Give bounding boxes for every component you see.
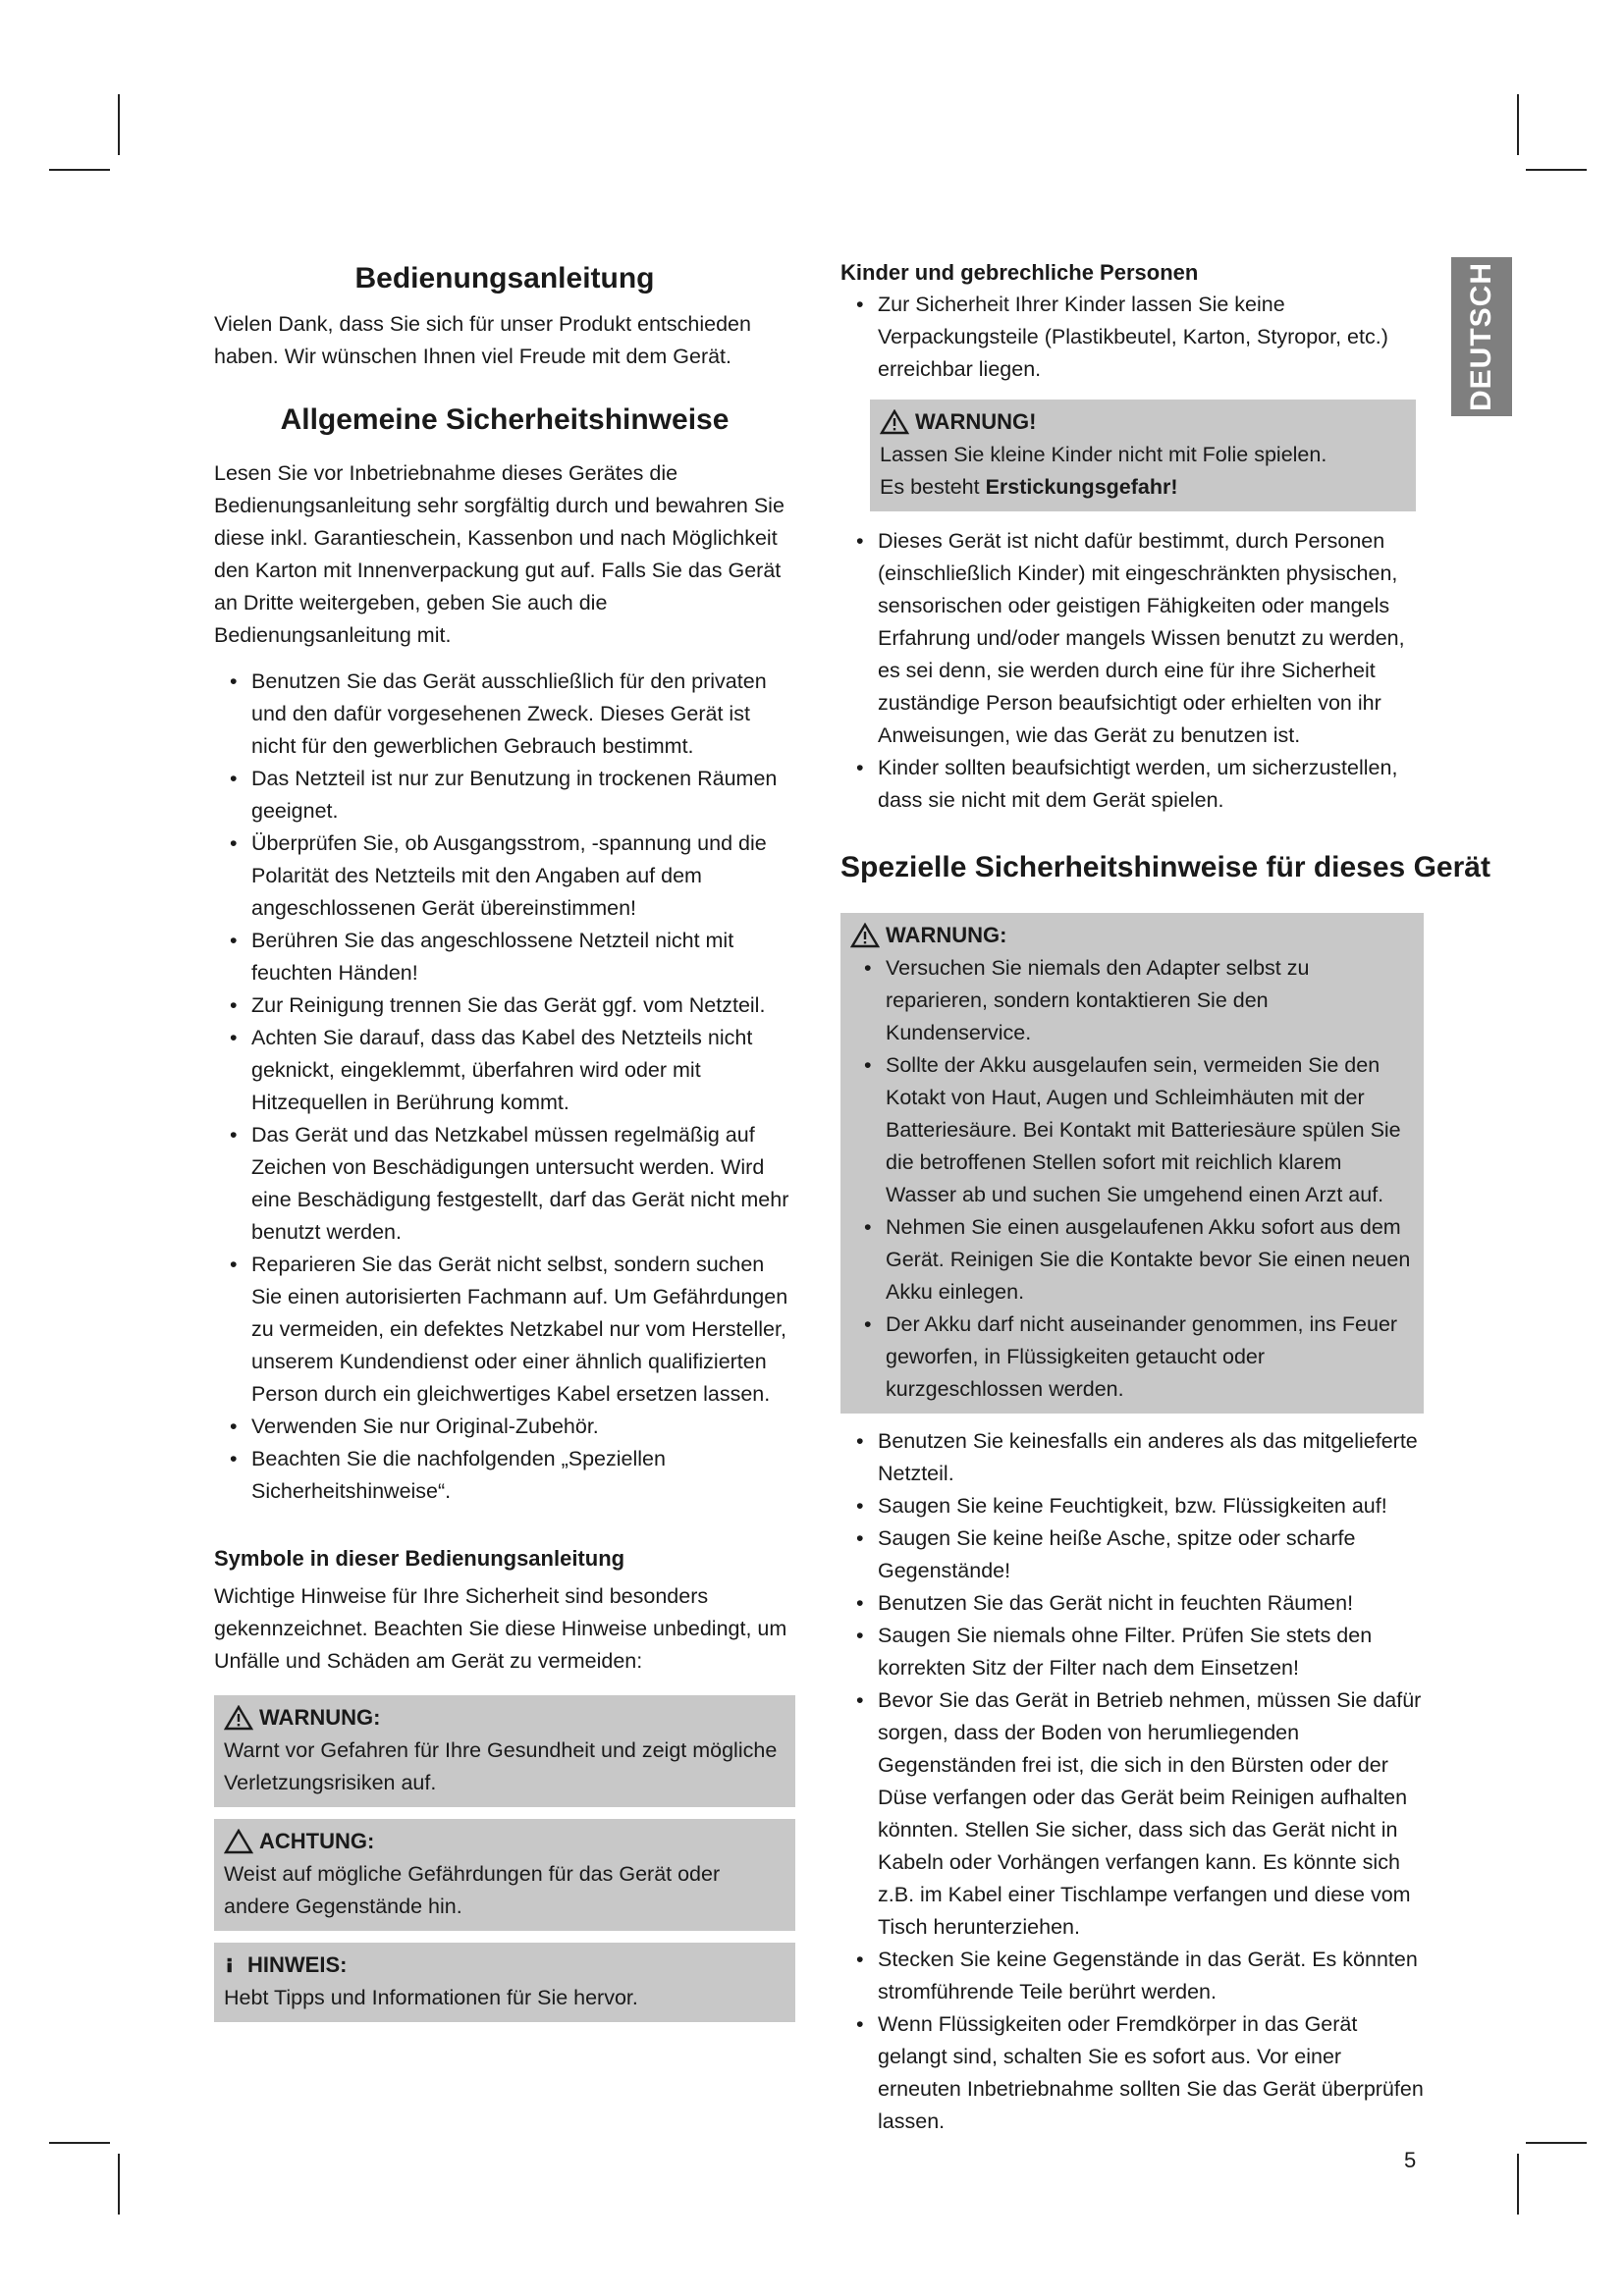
list-item: • Überprüfen Sie, ob Ausgangsstrom, -spannung und die Polarität des Netzteils mit den Angaben auf dem angeschlossenen Gerät übereinstimmen!: [214, 828, 795, 925]
left-column: [214, 257, 795, 2034]
list-item: • Berühren Sie das angeschlossene Netzteil nicht mit feuchten Händen!: [214, 925, 795, 989]
caution-box-title: ACHTUNG:: [259, 1829, 375, 1853]
warning-box-text: Warnt vor Gefahren für Ihre Gesundheit und zeigt mögliche Verletzungsrisiken auf.: [224, 1738, 778, 1794]
note-box-title: HINWEIS:: [247, 1952, 348, 1977]
list-item: • Dieses Gerät ist nicht dafür bestimmt, durch Personen (einschließlich Kinder) mit eingeschränkten physischen, sensorischen oder geistigen Fähigkeiten oder mangels Erfahrung und/oder mangels Wissen benutzt zu werden, es sei denn, sie werden durch eine für ihre Sicherheit zuständige Person beaufsichtigt oder erhielten von ihr Anweisungen, wie das Gerät zu benutzen ist.: [840, 525, 1424, 752]
list-item: • Nehmen Sie einen ausgelaufenen Akku sofort aus dem Gerät. Reinigen Sie die Kontakte bevor Sie einen neuen Akku einlegen.: [850, 1211, 1414, 1308]
children-warning-title: WARNUNG!: [915, 409, 1037, 434]
list-item: • Saugen Sie niemals ohne Filter. Prüfen Sie stets den korrekten Sitz der Filter nach dem Einsetzen!: [840, 1620, 1424, 1684]
list-item: • Kinder sollten beaufsichtigt werden, um sicherzustellen, dass sie nicht mit dem Gerät spielen.: [840, 752, 1424, 817]
warning-triangle-icon: [224, 1705, 253, 1731]
special-title: Spezielle Sicherheitshinweise für dieses Gerät: [840, 851, 1490, 883]
crop-mark: [1517, 94, 1519, 155]
children-warning-box: [870, 400, 1416, 511]
special-list: [840, 1425, 1424, 2138]
list-item: • Reparieren Sie das Gerät nicht selbst, sondern suchen Sie einen autorisierten Fachmann auf. Um Gefährdungen zu vermeiden, ein defektes Netzkabel nur vom Hersteller, unserem Kundendienst oder einer ähnlich qualifizierten Person durch ein gleichwertiges Kabel ersetzen lassen.: [214, 1249, 795, 1411]
caution-box: [214, 1819, 795, 1931]
crop-mark: [49, 2142, 110, 2144]
list-item: • Wenn Flüssigkeiten oder Fremdkörper in das Gerät gelangt sind, schalten Sie es sofort aus. Vor einer erneuten Inbetriebnahme sollten Sie das Gerät überprüfen lassen.: [840, 2008, 1424, 2138]
list-item: • Bevor Sie das Gerät in Betrieb nehmen, müssen Sie dafür sorgen, dass der Boden von herumliegenden Gegenständen frei ist, die sich in den Bürsten oder der Düse verfangen oder das Gerät beim Reinigen aufhalten könnten. Stellen Sie sicher, dass sich das Gerät nicht in Kabeln oder Vorhängen verfangen kann. Es könnte sich z.B. im Kabel einer Tischlampe verfangen und diese vom Tisch herunterziehen.: [840, 1684, 1424, 1944]
special-warning-list: [850, 952, 1414, 1406]
list-item: • Benutzen Sie das Gerät nicht in feuchten Räumen!: [840, 1587, 1424, 1620]
safety-list: [214, 666, 795, 1508]
list-item: • Achten Sie darauf, dass das Kabel des Netzteils nicht geknickt, eingeklemmt, überfahren wird oder mit Hitzequellen in Berührung kommt.: [214, 1022, 795, 1119]
crop-mark: [1526, 169, 1587, 171]
list-item: • Sollte der Akku ausgelaufen sein, vermeiden Sie den Kotakt von Haut, Augen und Schleimhäuten mit der Batteriesäure. Bei Kontakt mit Batteriesäure spülen Sie die betroffenen Stellen sofort mit reichlich klarem Wasser ab und suchen Sie umgehend einen Arzt auf.: [850, 1049, 1414, 1211]
language-tab-label: DEUTSCH: [1465, 261, 1498, 412]
language-tab: [1451, 257, 1512, 416]
safety-title: Allgemeine Sicherheitshinweise: [280, 403, 730, 436]
manual-title: Bedienungsanleitung: [354, 262, 655, 294]
list-item: • Das Netzteil ist nur zur Benutzung in trockenen Räumen geeignet.: [214, 763, 795, 828]
children-warning-line: Lassen Sie kleine Kinder nicht mit Folie spielen.: [880, 443, 1327, 466]
crop-mark: [118, 94, 120, 155]
crop-mark: [118, 2154, 120, 2215]
list-item: • Beachten Sie die nachfolgenden „Speziellen Sicherheitshinweise“.: [214, 1443, 795, 1508]
children-list-2: [840, 525, 1424, 817]
list-item: • Benutzen Sie keinesfalls ein anderes als das mitgelieferte Netzteil.: [840, 1425, 1424, 1490]
warning-box: [214, 1695, 795, 1807]
safety-intro: Lesen Sie vor Inbetriebnahme dieses Gerätes die Bedienungsanleitung sehr sorgfältig durch und bewahren Sie diese inkl. Garantieschein, Kassenbon und nach Möglichkeit den Karton mit Innenverpackung gut auf. Falls Sie das Gerät an Dritte weitergeben, geben Sie auch die Bedienungsanleitung mit.: [214, 461, 785, 647]
warning-box-title: WARNUNG:: [259, 1705, 381, 1730]
page-number: 5: [1404, 2148, 1417, 2172]
note-box-text: Hebt Tipps und Informationen für Sie hervor.: [224, 1986, 638, 2009]
list-item: • Saugen Sie keine heiße Asche, spitze oder scharfe Gegenstände!: [840, 1522, 1424, 1587]
crop-mark: [1526, 2142, 1587, 2144]
list-item: • Verwenden Sie nur Original-Zubehör.: [214, 1411, 795, 1443]
special-warning-box: [840, 913, 1424, 1414]
special-warning-title: WARNUNG:: [886, 923, 1007, 947]
list-item: • Stecken Sie keine Gegenstände in das Gerät. Es könnten stromführende Teile berührt werden.: [840, 1944, 1424, 2008]
list-item: • Zur Reinigung trennen Sie das Gerät ggf. vom Netzteil.: [214, 989, 795, 1022]
note-box: [214, 1943, 795, 2022]
list-item: • Zur Sicherheit Ihrer Kinder lassen Sie keine Verpackungsteile (Plastikbeutel, Karton, Styropor, etc.) erreichbar liegen.: [840, 289, 1424, 386]
list-item: • Der Akku darf nicht auseinander genommen, ins Feuer geworfen, in Flüssigkeiten getaucht oder kurzgeschlossen werden.: [850, 1308, 1414, 1406]
list-item: • Das Gerät und das Netzkabel müssen regelmäßig auf Zeichen von Beschädigungen untersucht werden. Wird eine Beschädigung festgestellt, darf das Gerät nicht mehr benutzt werden.: [214, 1119, 795, 1249]
children-title: Kinder und gebrechliche Personen: [840, 260, 1199, 285]
warning-triangle-icon: [880, 409, 909, 435]
symbols-title: Symbole in dieser Bedienungsanleitung: [214, 1546, 625, 1571]
info-icon: [224, 1952, 242, 1978]
warning-triangle-icon: [850, 923, 880, 948]
list-item: • Benutzen Sie das Gerät ausschließlich für den privaten und den dafür vorgesehenen Zweck. Dieses Gerät ist nicht für den gewerblichen Gebrauch bestimmt.: [214, 666, 795, 763]
list-item: • Versuchen Sie niemals den Adapter selbst zu reparieren, sondern kontaktieren Sie den Kundenservice.: [850, 952, 1414, 1049]
crop-mark: [1517, 2154, 1519, 2215]
list-item: • Saugen Sie keine Feuchtigkeit, bzw. Flüssigkeiten auf!: [840, 1490, 1424, 1522]
caution-triangle-icon: [224, 1829, 253, 1854]
children-list: [840, 289, 1424, 386]
crop-mark: [49, 169, 110, 171]
children-warning-line2: Es besteht Erstickungsgefahr!: [880, 475, 1178, 499]
caution-box-text: Weist auf mögliche Gefährdungen für das Gerät oder andere Gegenstände hin.: [224, 1862, 721, 1918]
intro-text: Vielen Dank, dass Sie sich für unser Produkt entschieden haben. Wir wünschen Ihnen viel Freude mit dem Gerät.: [214, 312, 751, 368]
symbols-intro: Wichtige Hinweise für Ihre Sicherheit sind besonders gekennzeichnet. Beachten Sie diese Hinweise unbedingt, um Unfälle und Schäden am Gerät zu vermeiden:: [214, 1584, 787, 1673]
